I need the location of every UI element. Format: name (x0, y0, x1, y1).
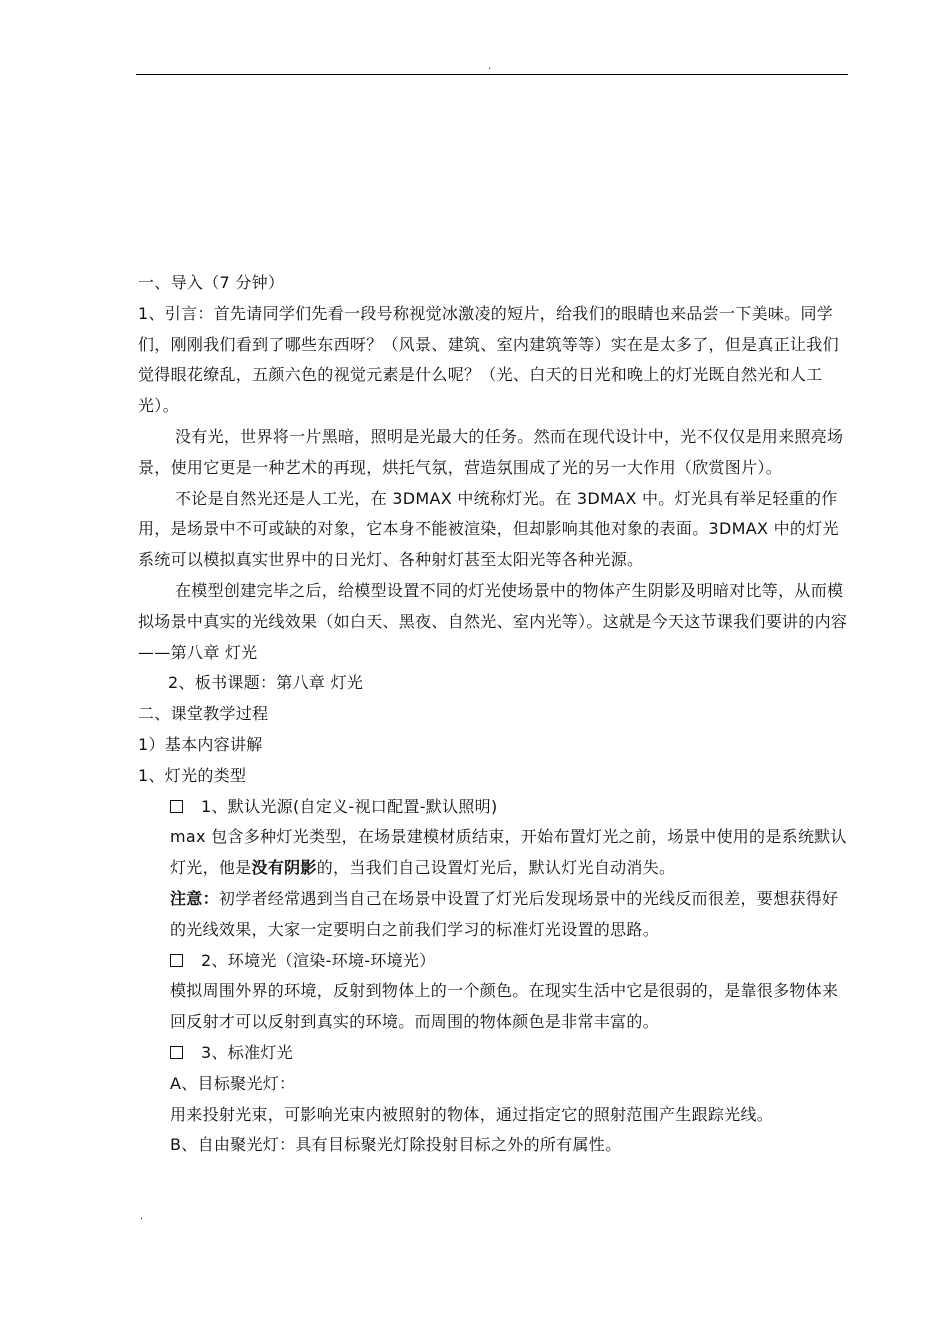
item-1-label: 1、默认光源(自定义-视口配置-默认照明) (201, 796, 498, 816)
checkbox-icon (170, 800, 183, 813)
3dmax-paragraph: 不论是自然光还是人工光，在 3DMAX 中统称灯光。在 3DMAX 中。灯光具有举足轻重的作用，是场景中不可或缺的对象，它本身不能被渲染，但却影响其他对象的表面。3DMAX 中的灯光系统可以模拟真实世界中的日光灯、各种射灯甚至太阳光等各种光源。 (138, 488, 839, 570)
document-body (138, 268, 854, 1161)
item-1-bold: 没有阴影 (251, 858, 317, 878)
header-dot: . (488, 61, 492, 72)
light-paragraph: 没有光，世界将一片黑暗，照明是光最大的任务。然而在现代设计中，光不仅仅是用来照亮场景，使用它更是一种艺术的再现，烘托气氛，营造氛围成了光的另一大作用（欣赏图片）。 (138, 426, 844, 477)
footer-dot: . (140, 1211, 144, 1222)
item-1-note (138, 884, 854, 946)
item-1-title (138, 792, 854, 823)
item-3-label: 3、标准灯光 (201, 1042, 293, 1062)
board-title: 2、板书课题：第八章 灯光 (168, 673, 364, 693)
subsection-light-types: 1、灯光的类型 (138, 765, 247, 785)
item-3-title (138, 1038, 854, 1069)
item-1-paragraph (138, 822, 854, 884)
item-3-a-desc: 用来投射光束，可影响光束内被照射的物体，通过指定它的照射范围产生跟踪光线。 (170, 1104, 774, 1124)
header-rule (136, 74, 848, 75)
item-1-text-c: 的，当我们自己设置灯光后，默认灯光自动消失。 (316, 858, 676, 878)
item-1-text-a: max 包含多种灯光类型，在场景建模材质结束，开始布置灯光之前，场景中使用的是系统默认灯光，他是 (170, 827, 847, 878)
section-2-title: 二、课堂教学过程 (138, 704, 269, 724)
item-3-b: B、自由聚光灯：具有目标聚光灯除投射目标之外的所有属性。 (170, 1135, 622, 1155)
item-2-label: 2、环境光（渲染-环境-环境光） (201, 950, 436, 970)
checkbox-icon (170, 1046, 183, 1059)
intro-paragraph: 1、引言：首先请同学们先看一段号称视觉冰激凌的短片，给我们的眼睛也来品尝一下美味。同学们，刚刚我们看到了哪些东西呀？（风景、建筑、室内建筑等等）实在是太多了，但是真正让我们觉得眼花缭乱，五颜六色的视觉元素是什么呢？（光、白天的日光和晚上的灯光既自然光和人工光）。 (138, 303, 839, 416)
model-paragraph: 在模型创建完毕之后，给模型设置不同的灯光使场景中的物体产生阴影及明暗对比等，从而模拟场景中真实的光线效果（如白天、黑夜、自然光、室内光等）。这就是今天这节课我们要讲的内容——第八章 灯光 (138, 580, 848, 662)
item-2-title (138, 946, 854, 977)
item-3-a: A、目标聚光灯： (170, 1073, 296, 1093)
note-text: 初学者经常遇到当自己在场景中设置了灯光后发现场景中的光线反而很差，要想获得好的光线效果，大家一定要明白之前我们学习的标准灯光设置的思路。 (170, 888, 839, 939)
note-label: 注意： (170, 888, 219, 908)
subsection-basic: 1）基本内容讲解 (138, 734, 263, 754)
section-1-title: 一、导入（7 分钟） (138, 273, 285, 292)
item-2-paragraph: 模拟周围外界的环境，反射到物体上的一个颜色。在现实生活中它是很弱的，是靠很多物体来回反射才可以反射到真实的环境。而周围的物体颜色是非常丰富的。 (170, 981, 839, 1032)
checkbox-icon (170, 954, 183, 967)
